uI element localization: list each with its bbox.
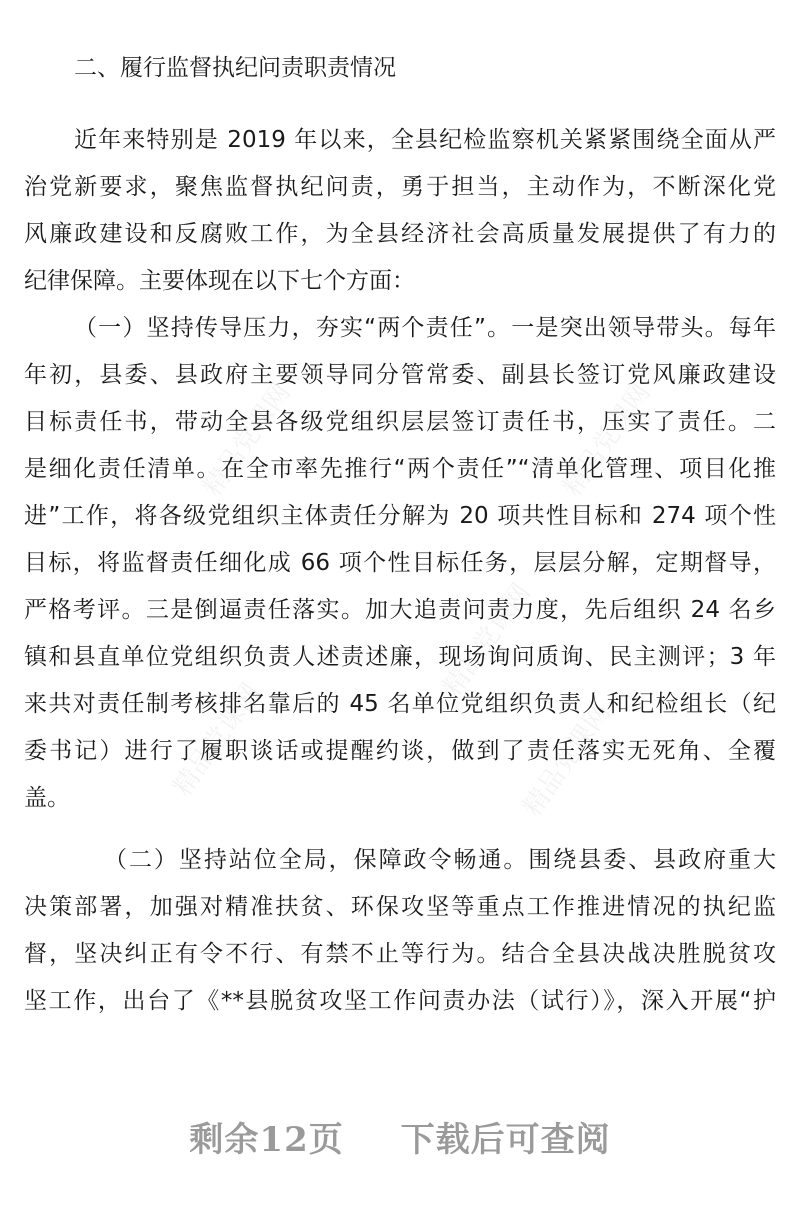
paragraph-line: 纪律保障。主要体现在以下七个方面： <box>24 268 415 294</box>
paragraph-line: 决策部署，加强对精准扶贫、环保攻坚等重点工作推进情况的执纪监 <box>24 894 776 920</box>
paragraph-line: 进”工作，将各级党组织主体责任分解为 20 项共性目标和 274 项个性 <box>24 503 776 529</box>
download-to-view-label[interactable]: 下载后可查阅 <box>400 1120 611 1160</box>
paragraph-line: 是细化责任清单。在全市率先推行“两个责任”“清单化管理、项目化推 <box>24 456 776 482</box>
paragraph-line: 坚工作，出台了《**县脱贫攻坚工作问责办法（试行）》，深入开展“护 <box>24 988 776 1014</box>
paragraph-line: 来共对责任制考核排名靠后的 45 名单位党组织负责人和纪检组长（纪 <box>24 691 776 717</box>
paragraph-line: 风廉政建设和反腐败工作，为全县经济社会高质量发展提供了有力的 <box>24 221 776 247</box>
remaining-pages-label: 剩余12页 <box>189 1120 344 1160</box>
paragraph-line: （一）坚持传导压力，夯实“两个责任”。一是突出领导带头。每年 <box>74 315 776 341</box>
watermark: 精品党课网 <box>557 378 657 502</box>
paragraph-line: 严格考评。三是倒逼责任落实。加大追责问责力度，先后组织 24 名乡 <box>24 597 776 623</box>
paragraph-line: 督，坚决纠正有令不行、有禁不止等行为。结合全县决战决胜脱贫攻 <box>24 941 776 967</box>
download-banner[interactable] <box>0 1112 800 1161</box>
section-heading: 二、履行监督执纪问责职责情况 <box>74 55 396 81</box>
paragraph-line: 委书记）进行了履职谈话或提醒约谈，做到了责任落实无死角、全覆 <box>24 738 776 764</box>
paragraph-line: 近年来特别是 2019 年以来，全县纪检监察机关紧紧围绕全面从严 <box>74 127 776 153</box>
paragraph-line: 治党新要求，聚焦监督执纪问责，勇于担当，主动作为，不断深化党 <box>24 174 776 200</box>
watermark: 精品党课网 <box>437 578 537 702</box>
paragraph-line: 盖。 <box>24 785 70 811</box>
paragraph-line: 目标，将监督责任细化成 66 项个性目标任务，层层分解，定期督导， <box>24 550 776 576</box>
watermark: 精品党课网 <box>517 698 617 822</box>
paragraph-line: 年初，县委、县政府主要领导同分管常委、副县长签订党风廉政建设 <box>24 362 776 388</box>
paragraph-line: 镇和县直单位党组织负责人述责述廉，现场询问质询、民主测评；3 年 <box>24 644 776 670</box>
paragraph-line: （二）坚持站位全局，保障政令畅通。围绕县委、县政府重大 <box>104 847 776 873</box>
watermark: 精品党课网 <box>197 378 297 502</box>
watermark: 精品党课网 <box>167 678 267 802</box>
paragraph-line: 目标责任书，带动全县各级党组织层层签订责任书，压实了责任。二 <box>24 409 776 435</box>
